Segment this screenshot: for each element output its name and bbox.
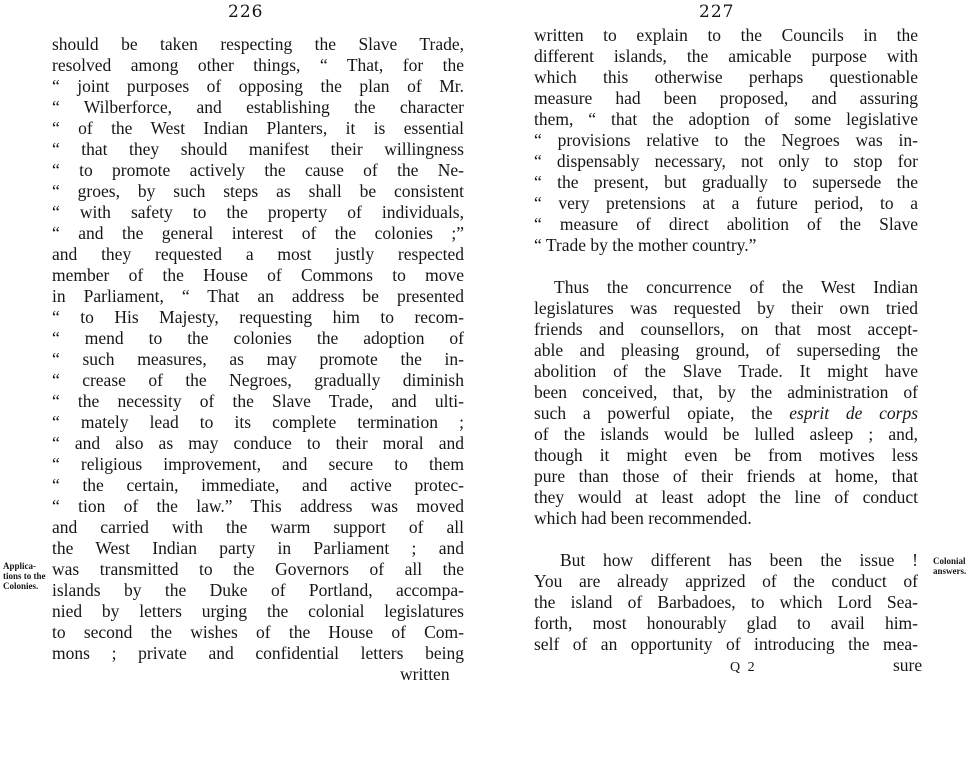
text-line: the island of Barbadoes, to which Lord Sea- <box>534 592 918 612</box>
text-line: “ religious improvement, and secure to them <box>52 454 464 474</box>
text-line: “ the necessity of the Slave Trade, and ulti- <box>52 391 464 411</box>
margin-note-line: answers. <box>933 566 967 576</box>
text-line: and carried with the warm support of all <box>52 517 464 537</box>
text-line: which had been recommended. <box>534 508 752 528</box>
text-line: the West Indian party in Parliament ; and <box>52 538 464 558</box>
text-run: such a powerful opiate, the <box>534 403 790 423</box>
text-line: which this otherwise perhaps questionable <box>534 67 918 87</box>
text-line: “ with safety to the property of individuals, <box>52 202 464 222</box>
text-line: forth, most honourably glad to avail him- <box>534 613 918 633</box>
text-line: resolved among other things, “ That, for the <box>52 55 464 75</box>
signature-mark: Q 2 <box>730 660 757 675</box>
page-number-right: 227 <box>699 2 735 22</box>
margin-note-line: Colonies. <box>3 581 39 591</box>
text-line: But how different has been the issue ! <box>560 550 918 570</box>
right-page <box>490 0 980 764</box>
text-line: “ groes, by such steps as shall be consistent <box>52 181 464 201</box>
text-line: “ mately lead to its complete termination ; <box>52 412 464 432</box>
italic-phrase: esprit de corps <box>789 403 918 423</box>
text-line: them, “ that the adoption of some legislative <box>534 109 918 129</box>
text-line: able and pleasing ground, of superseding the <box>534 340 918 360</box>
text-line: “ mend to the colonies the adoption of <box>52 328 464 348</box>
margin-note-line: Colonial <box>933 556 966 566</box>
text-line: measure had been proposed, and assuring <box>534 88 918 108</box>
margin-note-line: Applica- <box>3 561 37 571</box>
text-line: “ very pretensions at a future period, to a <box>534 193 918 213</box>
text-line: “ Trade by the mother country.” <box>534 235 757 255</box>
text-line: member of the House of Commons to move <box>52 265 464 285</box>
text-line: different islands, the amicable purpose with <box>534 46 918 66</box>
text-line: should be taken respecting the Slave Trade, <box>52 34 464 54</box>
text-line <box>534 403 918 424</box>
text-line: nied by letters urging the colonial legislatures <box>52 601 464 621</box>
text-line: though it might even be from motives less <box>534 445 918 465</box>
text-line: been conceived, that, by the administration of <box>534 382 918 402</box>
text-line: abolition of the Slave Trade. It might have <box>534 361 918 381</box>
margin-note-left <box>3 561 51 591</box>
text-line: pure than those of their friends at home, that <box>534 466 918 486</box>
text-line: was transmitted to the Governors of all the <box>52 559 464 579</box>
text-line: “ crease of the Negroes, gradually diminish <box>52 370 464 390</box>
text-line: “ and the general interest of the colonies ;” <box>52 223 464 243</box>
text-line: You are already apprized of the conduct of <box>534 571 918 591</box>
text-line: “ and also as may conduce to their moral and <box>52 433 464 453</box>
text-line: “ Wilberforce, and establishing the character <box>52 97 464 117</box>
text-line: “ of the West Indian Planters, it is essential <box>52 118 464 138</box>
text-line: “ that they should manifest their willingness <box>52 139 464 159</box>
text-line: in Parliament, “ That an address be presented <box>52 286 464 306</box>
text-line: legislatures was requested by their own tried <box>534 298 918 318</box>
text-line: mons ; private and confidential letters being <box>52 643 464 663</box>
text-line: “ the present, but gradually to supersede the <box>534 172 918 192</box>
margin-note-right <box>933 556 979 576</box>
text-line: “ provisions relative to the Negroes was in- <box>534 130 918 150</box>
text-line: “ joint purposes of opposing the plan of Mr. <box>52 76 464 96</box>
text-line: written to explain to the Councils in the <box>534 25 918 45</box>
text-line: of the islands would be lulled asleep ; and, <box>534 424 918 444</box>
text-line: islands by the Duke of Portland, accompa- <box>52 580 464 600</box>
catchword: sure <box>893 655 923 675</box>
catchword: written <box>400 664 450 684</box>
text-line: “ dispensably necessary, not only to stop for <box>534 151 918 171</box>
margin-note-line: tions to the <box>3 571 46 581</box>
text-line: friends and counsellors, on that most accept- <box>534 319 918 339</box>
text-line: “ to promote actively the cause of the Ne- <box>52 160 464 180</box>
text-line: Thus the concurrence of the West Indian <box>554 277 918 297</box>
text-line: “ measure of direct abolition of the Slave <box>534 214 918 234</box>
text-line: and they requested a most justly respected <box>52 244 464 264</box>
text-line: to second the wishes of the House of Com- <box>52 622 464 642</box>
text-line: they would at least adopt the line of conduct <box>534 487 918 507</box>
text-line: “ such measures, as may promote the in- <box>52 349 464 369</box>
text-line: “ tion of the law.” This address was moved <box>52 496 464 516</box>
text-line: self of an opportunity of introducing the mea- <box>534 634 918 654</box>
text-line: “ to His Majesty, requesting him to recom- <box>52 307 464 327</box>
text-line: “ the certain, immediate, and active protec- <box>52 475 464 495</box>
page-number-left: 226 <box>228 2 264 22</box>
